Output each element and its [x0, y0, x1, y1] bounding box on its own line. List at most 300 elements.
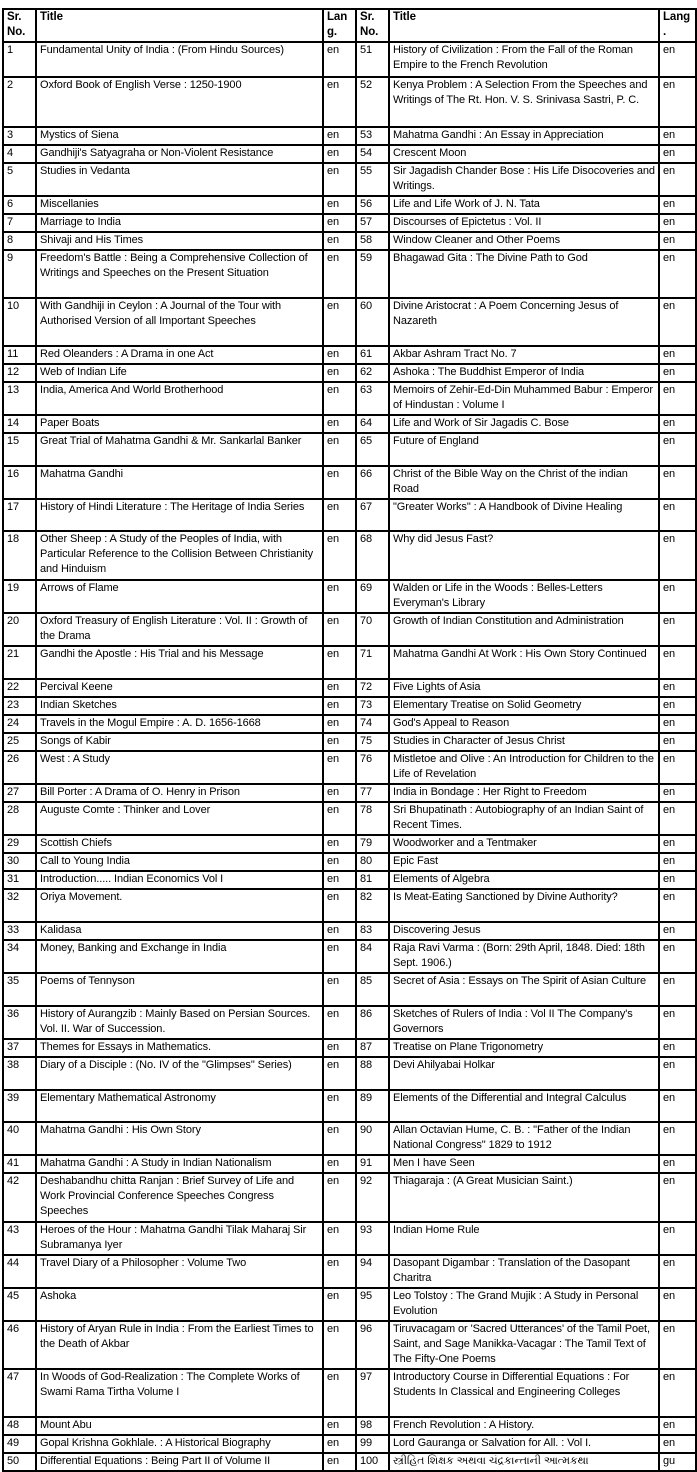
title-cell: Leo Tolstoy : The Grand Mujik : A Study in Personal Evolution — [389, 1288, 659, 1321]
title-cell: Freedom's Battle : Being a Comprehensive Collection of Writings and Speeches on the Present Situation — [36, 250, 323, 298]
sr-no-cell: 83 — [356, 922, 389, 940]
lang-cell: en — [323, 433, 356, 466]
title-cell: Why did Jesus Fast? — [389, 531, 659, 580]
table-row — [3, 466, 696, 499]
lang-cell: en — [323, 940, 356, 973]
lang-cell: en — [659, 298, 696, 346]
lang-cell: en — [323, 871, 356, 889]
sr-no-cell: 88 — [356, 1057, 389, 1090]
sr-no-cell: 9 — [3, 250, 36, 298]
lang-cell: en — [659, 232, 696, 250]
lang-cell: en — [659, 42, 696, 77]
title-cell: In Woods of God-Realization : The Complete Works of Swami Rama Tirtha Volume I — [36, 1369, 323, 1417]
header-row — [3, 9, 696, 42]
title-cell: Gandhi the Apostle : His Trial and his Message — [36, 646, 323, 679]
title-cell: Oxford Treasury of English Literature : Vol. II : Growth of the Drama — [36, 613, 323, 646]
table-row — [3, 346, 696, 364]
title-cell: Diary of a Disciple : (No. IV of the "Glimpses" Series) — [36, 1057, 323, 1090]
lang-cell: en — [323, 499, 356, 531]
lang-cell: en — [323, 922, 356, 940]
lang-cell: en — [659, 196, 696, 214]
lang-cell: en — [659, 679, 696, 697]
title-cell: Scottish Chiefs — [36, 835, 323, 853]
sr-no-cell: 99 — [356, 1435, 389, 1453]
lang-cell: en — [659, 1417, 696, 1435]
sr-no-cell: 52 — [356, 77, 389, 127]
lang-cell: en — [323, 1417, 356, 1435]
title-cell: Introduction..... Indian Economics Vol I — [36, 871, 323, 889]
sr-no-cell: 27 — [3, 784, 36, 802]
title-cell: Future of England — [389, 433, 659, 466]
lang-cell: en — [323, 1039, 356, 1057]
sr-no-cell: 5 — [3, 163, 36, 196]
sr-no-cell: 78 — [356, 802, 389, 835]
title-cell: Dasopant Digambar : Translation of the Dasopant Charitra — [389, 1255, 659, 1288]
sr-no-cell: 67 — [356, 499, 389, 531]
sr-no-cell: 14 — [3, 415, 36, 433]
sr-no-cell: 96 — [356, 1321, 389, 1369]
title-cell: Men I have Seen — [389, 1155, 659, 1173]
table-row — [3, 679, 696, 697]
title-cell: History of Civilization : From the Fall of the Roman Empire to the French Revolution — [389, 42, 659, 77]
lang-cell: en — [659, 853, 696, 871]
table-row — [3, 889, 696, 922]
table-row — [3, 1090, 696, 1122]
title-cell: Life and Work of Sir Jagadis C. Bose — [389, 415, 659, 433]
col-header-sr-no-right: Sr. No. — [356, 9, 389, 42]
lang-cell: en — [659, 499, 696, 531]
sr-no-cell: 49 — [3, 1435, 36, 1453]
title-cell: Deshabandhu chitta Ranjan : Brief Survey of Life and Work Provincial Conference Speeches Congress Speeches — [36, 1173, 323, 1222]
sr-no-cell: 68 — [356, 531, 389, 580]
title-cell: Travels in the Mogul Empire : A. D. 1656-1668 — [36, 715, 323, 733]
lang-cell: en — [659, 531, 696, 580]
sr-no-cell: 86 — [356, 1006, 389, 1039]
sr-no-cell: 39 — [3, 1090, 36, 1122]
lang-cell: en — [323, 346, 356, 364]
lang-cell: en — [323, 214, 356, 232]
title-cell: Divine Aristocrat : A Poem Concerning Jesus of Nazareth — [389, 298, 659, 346]
sr-no-cell: 35 — [3, 973, 36, 1006]
lang-cell: en — [659, 163, 696, 196]
title-cell: Gopal Krishna Gokhlale. : A Historical Biography — [36, 1435, 323, 1453]
sr-no-cell: 76 — [356, 751, 389, 784]
title-cell: Studies in Vedanta — [36, 163, 323, 196]
title-cell: Window Cleaner and Other Poems — [389, 232, 659, 250]
lang-cell: en — [323, 835, 356, 853]
table-row — [3, 531, 696, 580]
sr-no-cell: 85 — [356, 973, 389, 1006]
title-cell: West : A Study — [36, 751, 323, 784]
title-cell: Mahatma Gandhi : His Own Story — [36, 1122, 323, 1155]
table-row — [3, 1417, 696, 1435]
sr-no-cell: 25 — [3, 733, 36, 751]
table-row — [3, 232, 696, 250]
lang-cell: en — [659, 580, 696, 613]
sr-no-cell: 32 — [3, 889, 36, 922]
sr-no-cell: 82 — [356, 889, 389, 922]
table-row — [3, 751, 696, 784]
table-row — [3, 1255, 696, 1288]
lang-cell: en — [659, 940, 696, 973]
title-cell: Other Sheep : A Study of the Peoples of India, with Particular Reference to the Collision Between Christianity and Hinduism — [36, 531, 323, 580]
table-row — [3, 973, 696, 1006]
lang-cell: en — [659, 646, 696, 679]
title-cell: Arrows of Flame — [36, 580, 323, 613]
lang-cell: en — [659, 1122, 696, 1155]
table-row — [3, 196, 696, 214]
sr-no-cell: 53 — [356, 127, 389, 145]
sr-no-cell: 1 — [3, 42, 36, 77]
title-cell: Lord Gauranga or Salvation for All. : Vol I. — [389, 1435, 659, 1453]
title-cell: Epic Fast — [389, 853, 659, 871]
lang-cell: en — [323, 466, 356, 499]
sr-no-cell: 19 — [3, 580, 36, 613]
lang-cell: en — [323, 1435, 356, 1453]
lang-cell: en — [323, 580, 356, 613]
lang-cell: en — [659, 145, 696, 163]
sr-no-cell: 81 — [356, 871, 389, 889]
sr-no-cell: 100 — [356, 1453, 389, 1471]
table-row — [3, 1039, 696, 1057]
sr-no-cell: 17 — [3, 499, 36, 531]
lang-cell: en — [659, 715, 696, 733]
title-cell: With Gandhiji in Ceylon : A Journal of the Tour with Authorised Version of all Important Speeches — [36, 298, 323, 346]
title-cell: Crescent Moon — [389, 145, 659, 163]
table-row — [3, 415, 696, 433]
sr-no-cell: 69 — [356, 580, 389, 613]
lang-cell: en — [323, 196, 356, 214]
title-cell: Percival Keene — [36, 679, 323, 697]
sr-no-cell: 46 — [3, 1321, 36, 1369]
lang-cell: en — [323, 415, 356, 433]
sr-no-cell: 45 — [3, 1288, 36, 1321]
lang-cell: en — [659, 1435, 696, 1453]
table-row — [3, 697, 696, 715]
table-row — [3, 214, 696, 232]
title-cell: Kenya Problem : A Selection From the Speeches and Writings of The Rt. Hon. V. S. Srinivasa Sastri, P. C. — [389, 77, 659, 127]
sr-no-cell: 20 — [3, 613, 36, 646]
page — [0, 8, 697, 1467]
lang-cell: en — [323, 697, 356, 715]
table-row — [3, 145, 696, 163]
sr-no-cell: 59 — [356, 250, 389, 298]
sr-no-cell: 3 — [3, 127, 36, 145]
title-cell: Heroes of the Hour : Mahatma Gandhi Tilak Maharaj Sir Subramanya Iyer — [36, 1222, 323, 1255]
lang-cell: en — [323, 1288, 356, 1321]
sr-no-cell: 92 — [356, 1173, 389, 1222]
sr-no-cell: 11 — [3, 346, 36, 364]
lang-cell: en — [659, 382, 696, 415]
lang-cell: en — [323, 1321, 356, 1369]
sr-no-cell: 90 — [356, 1122, 389, 1155]
sr-no-cell: 63 — [356, 382, 389, 415]
col-header-lang-left: Lang. — [323, 9, 356, 42]
lang-cell: en — [659, 1006, 696, 1039]
table-row — [3, 382, 696, 415]
lang-cell: en — [659, 250, 696, 298]
lang-cell: en — [323, 250, 356, 298]
title-cell: Devi Ahilyabai Holkar — [389, 1057, 659, 1090]
sr-no-cell: 61 — [356, 346, 389, 364]
table-row — [3, 1155, 696, 1173]
table-row — [3, 1321, 696, 1369]
lang-cell: en — [659, 433, 696, 466]
lang-cell: en — [659, 466, 696, 499]
title-cell: Call to Young India — [36, 853, 323, 871]
title-cell: Is Meat-Eating Sanctioned by Divine Authority? — [389, 889, 659, 922]
sr-no-cell: 37 — [3, 1039, 36, 1057]
title-cell: "Greater Works" : A Handbook of Divine Healing — [389, 499, 659, 531]
lang-cell: en — [323, 613, 356, 646]
lang-cell: en — [323, 1155, 356, 1173]
title-cell: Sri Bhupatinath : Autobiography of an Indian Saint of Recent Times. — [389, 802, 659, 835]
table-row — [3, 802, 696, 835]
lang-cell: en — [323, 1122, 356, 1155]
table-row — [3, 1057, 696, 1090]
lang-cell: en — [659, 889, 696, 922]
lang-cell: en — [323, 1173, 356, 1222]
table-row — [3, 580, 696, 613]
sr-no-cell: 47 — [3, 1369, 36, 1417]
sr-no-cell: 7 — [3, 214, 36, 232]
title-cell: Fundamental Unity of India : (From Hindu Sources) — [36, 42, 323, 77]
title-cell: Growth of Indian Constitution and Administration — [389, 613, 659, 646]
sr-no-cell: 13 — [3, 382, 36, 415]
lang-cell: en — [323, 646, 356, 679]
title-cell: Christ of the Bible Way on the Christ of the indian Road — [389, 466, 659, 499]
title-cell: Travel Diary of a Philosopher : Volume Two — [36, 1255, 323, 1288]
title-cell: Elementary Treatise on Solid Geometry — [389, 697, 659, 715]
title-cell: Bhagawad Gita : The Divine Path to God — [389, 250, 659, 298]
title-cell: Paper Boats — [36, 415, 323, 433]
table-row — [3, 613, 696, 646]
title-cell: India in Bondage : Her Right to Freedom — [389, 784, 659, 802]
lang-cell: en — [659, 1173, 696, 1222]
lang-cell: en — [323, 973, 356, 1006]
sr-no-cell: 41 — [3, 1155, 36, 1173]
title-cell: Treatise on Plane Trigonometry — [389, 1039, 659, 1057]
title-cell: Memoirs of Zehir-Ed-Din Muhammed Babur : Emperor of Hindustan : Volume I — [389, 382, 659, 415]
lang-cell: en — [323, 531, 356, 580]
table-row — [3, 940, 696, 973]
sr-no-cell: 10 — [3, 298, 36, 346]
title-cell: Elements of the Differential and Integral Calculus — [389, 1090, 659, 1122]
title-cell: Themes for Essays in Mathematics. — [36, 1039, 323, 1057]
sr-no-cell: 2 — [3, 77, 36, 127]
sr-no-cell: 38 — [3, 1057, 36, 1090]
sr-no-cell: 70 — [356, 613, 389, 646]
lang-cell: en — [659, 346, 696, 364]
table-row — [3, 1288, 696, 1321]
col-header-title-right: Title — [389, 9, 659, 42]
sr-no-cell: 50 — [3, 1453, 36, 1471]
sr-no-cell: 43 — [3, 1222, 36, 1255]
table-row — [3, 715, 696, 733]
sr-no-cell: 24 — [3, 715, 36, 733]
lang-cell: en — [659, 1369, 696, 1417]
sr-no-cell: 8 — [3, 232, 36, 250]
title-cell: Money, Banking and Exchange in India — [36, 940, 323, 973]
table-row — [3, 1173, 696, 1222]
sr-no-cell: 91 — [356, 1155, 389, 1173]
sr-no-cell: 54 — [356, 145, 389, 163]
table-row — [3, 871, 696, 889]
lang-cell: en — [323, 1369, 356, 1417]
sr-no-cell: 31 — [3, 871, 36, 889]
title-cell: Akbar Ashram Tract No. 7 — [389, 346, 659, 364]
sr-no-cell: 79 — [356, 835, 389, 853]
lang-cell: en — [659, 1039, 696, 1057]
lang-cell: en — [323, 232, 356, 250]
sr-no-cell: 44 — [3, 1255, 36, 1288]
table-row — [3, 1006, 696, 1039]
title-cell: Marriage to India — [36, 214, 323, 232]
title-cell: સ્ત્રીહિત શિક્ષક અથવા ચંદ્રકાન્તાની આત્મકથા — [389, 1453, 659, 1471]
lang-cell: en — [323, 784, 356, 802]
title-cell: Life and Life Work of J. N. Tata — [389, 196, 659, 214]
lang-cell: en — [323, 1222, 356, 1255]
sr-no-cell: 12 — [3, 364, 36, 382]
sr-no-cell: 73 — [356, 697, 389, 715]
table-row — [3, 250, 696, 298]
title-cell: Mystics of Siena — [36, 127, 323, 145]
title-cell: God's Appeal to Reason — [389, 715, 659, 733]
sr-no-cell: 40 — [3, 1122, 36, 1155]
lang-cell: en — [323, 679, 356, 697]
col-header-lang-right: Lang. — [659, 9, 696, 42]
lang-cell: en — [659, 77, 696, 127]
title-cell: History of Aurangzib : Mainly Based on Persian Sources. Vol. II. War of Succession. — [36, 1006, 323, 1039]
sr-no-cell: 21 — [3, 646, 36, 679]
sr-no-cell: 98 — [356, 1417, 389, 1435]
lang-cell: en — [323, 364, 356, 382]
sr-no-cell: 93 — [356, 1222, 389, 1255]
lang-cell: en — [659, 784, 696, 802]
table-row — [3, 1122, 696, 1155]
sr-no-cell: 72 — [356, 679, 389, 697]
lang-cell: en — [659, 214, 696, 232]
lang-cell: en — [323, 733, 356, 751]
sr-no-cell: 87 — [356, 1039, 389, 1057]
title-cell: Allan Octavian Hume, C. B. : "Father of the Indian National Congress" 1829 to 1912 — [389, 1122, 659, 1155]
lang-cell: en — [659, 871, 696, 889]
title-cell: India, America And World Brotherhood — [36, 382, 323, 415]
table-row — [3, 163, 696, 196]
col-header-title-left: Title — [36, 9, 323, 42]
lang-cell: en — [659, 973, 696, 1006]
table-row — [3, 784, 696, 802]
lang-cell: en — [659, 1255, 696, 1288]
title-cell: Red Oleanders : A Drama in one Act — [36, 346, 323, 364]
lang-cell: en — [323, 145, 356, 163]
title-cell: Five Lights of Asia — [389, 679, 659, 697]
table-row — [3, 1369, 696, 1417]
sr-no-cell: 80 — [356, 853, 389, 871]
title-cell: Elementary Mathematical Astronomy — [36, 1090, 323, 1122]
sr-no-cell: 33 — [3, 922, 36, 940]
title-cell: Discovering Jesus — [389, 922, 659, 940]
sr-no-cell: 23 — [3, 697, 36, 715]
title-cell: Oriya Movement. — [36, 889, 323, 922]
sr-no-cell: 36 — [3, 1006, 36, 1039]
title-cell: Sir Jagadish Chander Bose : His Life Disocoveries and Writings. — [389, 163, 659, 196]
title-cell: Bill Porter : A Drama of O. Henry in Prison — [36, 784, 323, 802]
lang-cell: en — [323, 1057, 356, 1090]
sr-no-cell: 30 — [3, 853, 36, 871]
table-row — [3, 922, 696, 940]
title-cell: Introductory Course in Differential Equations : For Students In Classical and Engineering Colleges — [389, 1369, 659, 1417]
title-cell: Thiagaraja : (A Great Musician Saint.) — [389, 1173, 659, 1222]
title-cell: Discourses of Epictetus : Vol. II — [389, 214, 659, 232]
sr-no-cell: 42 — [3, 1173, 36, 1222]
title-cell: Mahatma Gandhi At Work : His Own Story Continued — [389, 646, 659, 679]
lang-cell: en — [659, 613, 696, 646]
title-cell: Songs of Kabir — [36, 733, 323, 751]
title-cell: Web of Indian Life — [36, 364, 323, 382]
title-cell: Woodworker and a Tentmaker — [389, 835, 659, 853]
table-row — [3, 1453, 696, 1471]
sr-no-cell: 22 — [3, 679, 36, 697]
title-cell: Ashoka — [36, 1288, 323, 1321]
sr-no-cell: 84 — [356, 940, 389, 973]
table-row — [3, 853, 696, 871]
table-row — [3, 835, 696, 853]
sr-no-cell: 15 — [3, 433, 36, 466]
table-row — [3, 1435, 696, 1453]
title-cell: Secret of Asia : Essays on The Spirit of Asian Culture — [389, 973, 659, 1006]
lang-cell: en — [323, 77, 356, 127]
lang-cell: en — [323, 127, 356, 145]
lang-cell: en — [659, 733, 696, 751]
table-row — [3, 298, 696, 346]
sr-no-cell: 26 — [3, 751, 36, 784]
col-header-sr-no-left: Sr. No. — [3, 9, 36, 42]
title-cell: History of Hindi Literature : The Heritage of India Series — [36, 499, 323, 531]
lang-cell: en — [323, 1006, 356, 1039]
title-cell: Miscellanies — [36, 196, 323, 214]
sr-no-cell: 75 — [356, 733, 389, 751]
sr-no-cell: 55 — [356, 163, 389, 196]
sr-no-cell: 57 — [356, 214, 389, 232]
sr-no-cell: 74 — [356, 715, 389, 733]
lang-cell: en — [659, 835, 696, 853]
lang-cell: en — [659, 1321, 696, 1369]
table-row — [3, 433, 696, 466]
title-cell: Walden or Life in the Woods : Belles-Letters Everyman's Library — [389, 580, 659, 613]
lang-cell: en — [323, 751, 356, 784]
lang-cell: en — [323, 715, 356, 733]
sr-no-cell: 51 — [356, 42, 389, 77]
sr-no-cell: 65 — [356, 433, 389, 466]
title-cell: Indian Sketches — [36, 697, 323, 715]
lang-cell: en — [323, 853, 356, 871]
title-cell: Poems of Tennyson — [36, 973, 323, 1006]
lang-cell: en — [323, 42, 356, 77]
sr-no-cell: 4 — [3, 145, 36, 163]
lang-cell: en — [659, 415, 696, 433]
title-cell: Mount Abu — [36, 1417, 323, 1435]
sr-no-cell: 64 — [356, 415, 389, 433]
lang-cell: en — [659, 1155, 696, 1173]
table-row — [3, 499, 696, 531]
sr-no-cell: 29 — [3, 835, 36, 853]
table-row — [3, 364, 696, 382]
title-cell: Indian Home Rule — [389, 1222, 659, 1255]
lang-cell: en — [659, 1222, 696, 1255]
title-cell: Gandhiji's Satyagraha or Non-Violent Resistance — [36, 145, 323, 163]
sr-no-cell: 62 — [356, 364, 389, 382]
